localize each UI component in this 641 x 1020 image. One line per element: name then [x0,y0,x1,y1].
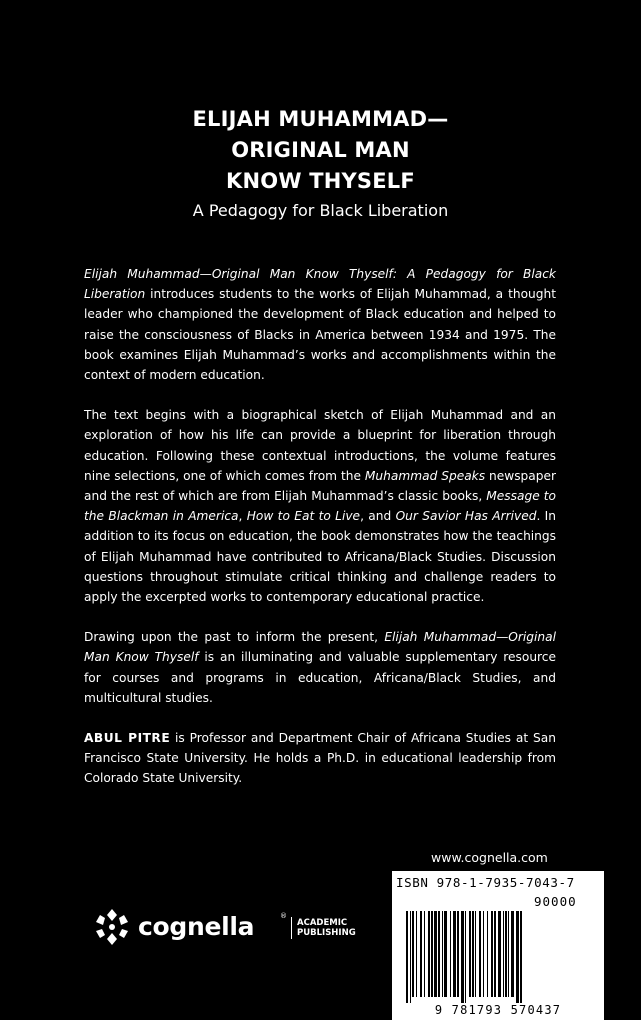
description-paragraph-2 [84,405,556,607]
title-line-3: KNOW THYSELF [226,169,415,193]
italic-source-title: How to Eat to Live [246,509,361,524]
paragraph-text: newspaper and the rest of which are from Elijah Muhammad’s classic books, [84,468,556,504]
italic-book-title: Elijah Muhammad—Original Man Know Thyself: A Pedagogy for Black Liberation [84,267,556,302]
publisher-tagline [297,918,356,938]
cognella-logo-icon [92,907,132,947]
tagline-line-1: ACADEMIC [297,918,348,928]
paragraph-text: introduces students to the works of Elijah Muhammad, a thought leader who championed the development of Black education and helped to raise the consciousness of Blacks in America between 1934 and 1975. The book examines Elijah Muhammad’s works and accomplishments within the context of modern education. [84,287,556,383]
paragraph-text: is an illuminating and valuable supplementary resource for courses and programs in education, Africana/Black Studies, and multicultural studies. [84,650,556,705]
paragraph-text: , and [360,509,396,524]
paragraph-text: , [238,509,247,524]
book-title [0,104,641,197]
paragraph-text: Drawing upon the past to inform the present, [84,630,385,645]
title-line-2: ORIGINAL MAN [231,138,410,162]
price-code: 90000 [534,894,577,909]
italic-source-title: Muhammad Speaks [364,468,486,483]
paragraph-text: The text begins with a biographical sketch of Elijah Muhammad and an exploration of how his life can provide a blueprint for liberation through education. Following these contextual introductions, the volume features nine selections, one of which comes from the [84,408,556,483]
logo-divider [291,917,292,939]
italic-book-title: Elijah Muhammad—Original Man Know Thyself [84,630,556,665]
ean-digits: 9 781793 570437 [434,1003,562,1017]
tagline-line-2: PUBLISHING [297,928,356,938]
publisher-name: cognella [138,912,255,941]
description-paragraph-3 [84,627,556,708]
description-paragraph-1 [84,264,556,385]
publisher-url[interactable]: www.cognella.com [431,850,548,865]
isbn-number: ISBN 978-1-7935-7043-7 [396,875,575,890]
italic-source-title: Our Savior Has Arrived [395,509,537,524]
trademark-symbol: ® [280,912,287,920]
author-bio [84,728,556,789]
paragraph-text: . In addition to its focus on education, the book demonstrates how the teachings of Elijah Muhammad have contributed to Africana/Black Studies. Discussion questions throughout stimulate critical thinking and challenge readers to apply the excerpted works to contemporary educational practice. [84,509,557,605]
author-bio-text: is Professor and Department Chair of Africana Studies at San Francisco State University. He holds a Ph.D. in educational leadership from Colorado State University. [84,731,556,786]
back-cover-description [84,264,556,789]
title-line-1: ELIJAH MUHAMMAD— [192,107,449,131]
author-name: ABUL PITRE [84,731,171,746]
italic-source-title: Message to the Blackman in America [84,489,556,524]
book-subtitle: A Pedagogy for Black Liberation [192,201,449,220]
isbn-barcode [392,871,604,1020]
